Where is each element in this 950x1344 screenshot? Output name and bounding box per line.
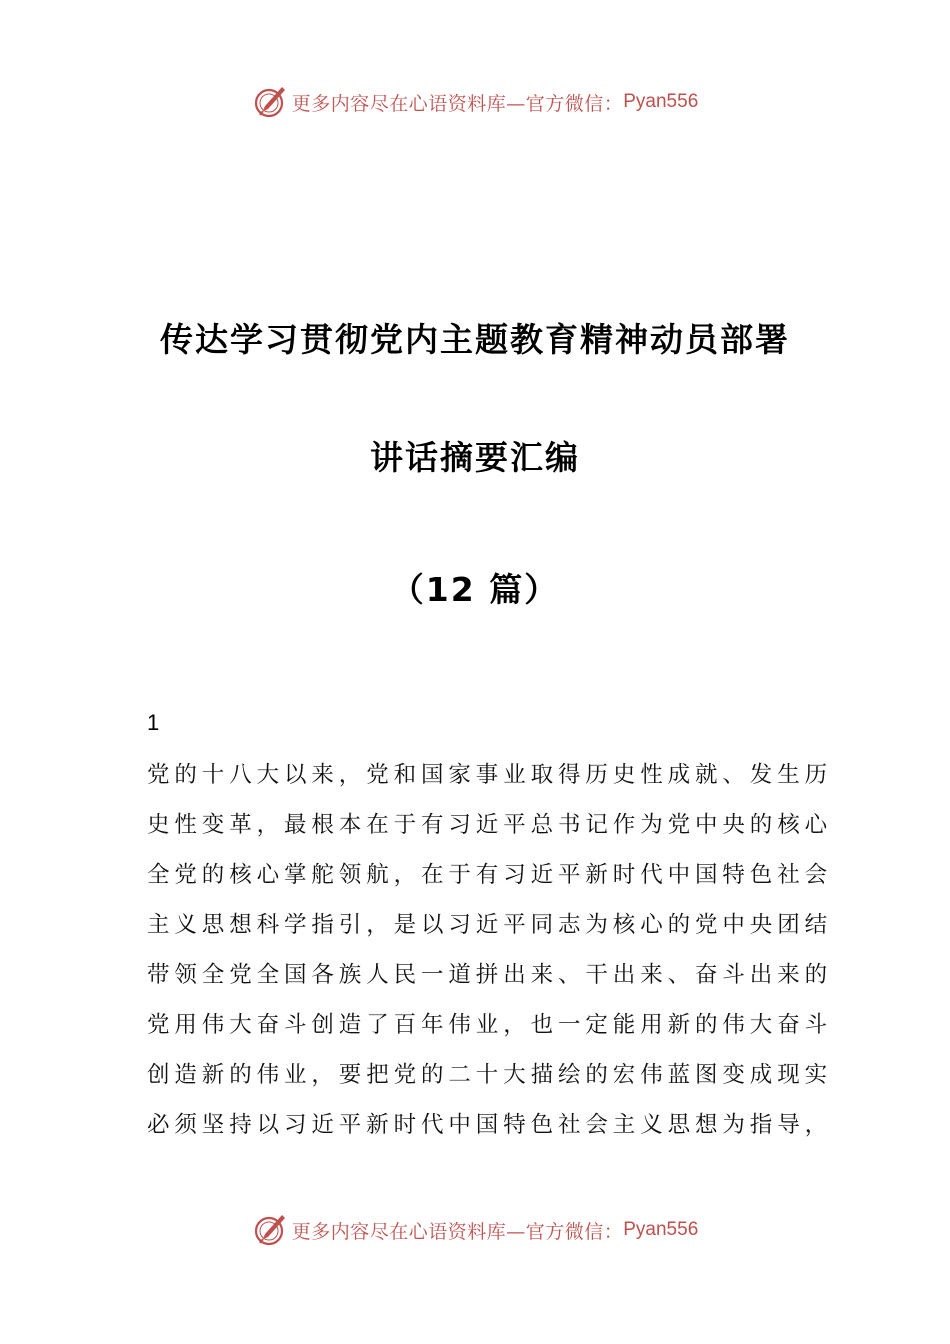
paragraph-line: 主义思想科学指引，是以习近平同志为核心的党中央团结 [147, 912, 833, 938]
watermark-wechat-id: Pyan556 [623, 91, 699, 112]
paragraph-line: 党用伟大奋斗创造了百年伟业，也一定能用新的伟大奋斗 [147, 1012, 833, 1038]
header-watermark [0, 82, 950, 122]
paragraph-line: 史性变革，最根本在于有习近平总书记作为党中央的核心 [147, 812, 833, 838]
document-title-line-1: 传达学习贯彻党内主题教育精神动员部署 [160, 320, 790, 359]
footer-watermark [0, 1210, 950, 1250]
section-number: 1 [147, 710, 160, 735]
quill-seal-icon [252, 84, 288, 120]
paragraph-line: 全党的核心掌舵领航，在于有习近平新时代中国特色社会 [147, 862, 833, 888]
watermark-text: 更多内容尽在心语资料库—官方微信： [291, 1220, 624, 1243]
paragraph-line: 创造新的伟业，要把党的二十大描绘的宏伟蓝图变成现实 [147, 1062, 833, 1088]
paragraph-line: 党的十八大以来，党和国家事业取得历史性成就、发生历 [147, 762, 833, 788]
watermark-text: 更多内容尽在心语资料库—官方微信： [291, 92, 624, 115]
paragraph-line: 带领全党全国各族人民一道拼出来、干出来、奋斗出来的 [147, 962, 833, 988]
document-subtitle-count: （12 篇） [390, 570, 560, 609]
document-title-line-2: 讲话摘要汇编 [370, 438, 580, 477]
watermark-wechat-id: Pyan556 [623, 1219, 699, 1240]
quill-seal-icon [252, 1212, 288, 1248]
body-paragraph [147, 756, 833, 1156]
paragraph-line: 必须坚持以习近平新时代中国特色社会主义思想为指导， [147, 1112, 833, 1138]
